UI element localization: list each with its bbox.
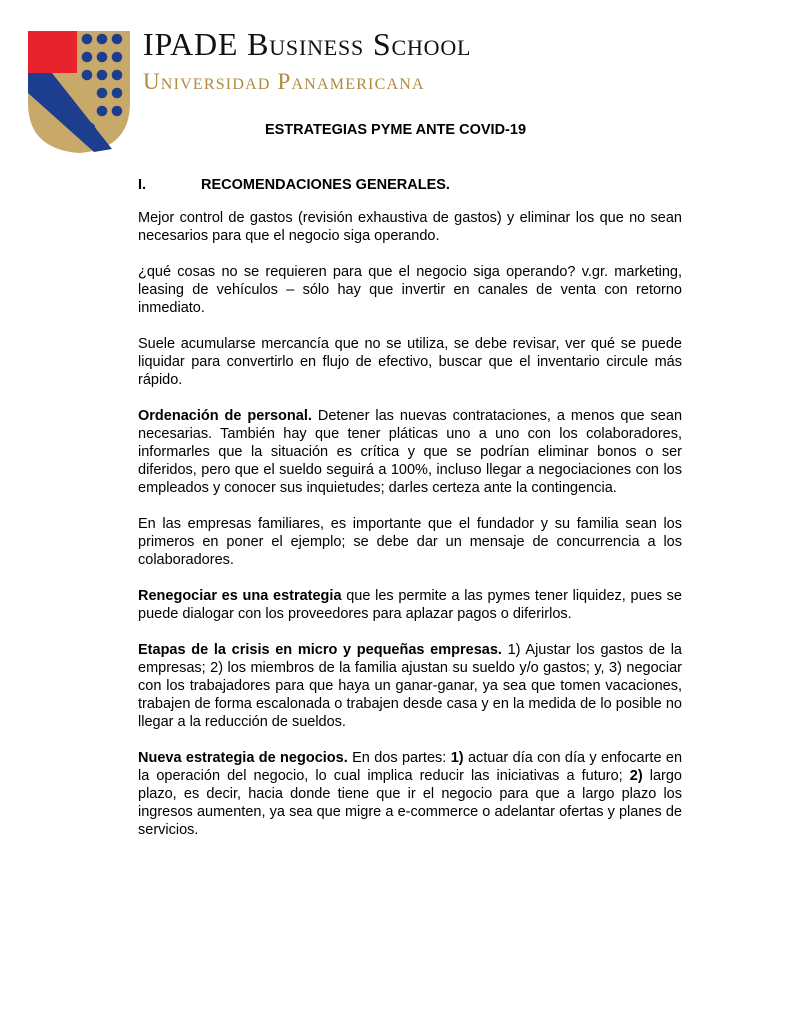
- section-number: I.: [138, 177, 147, 193]
- paragraph-text: actuar día con día y enfocarte en la operación del negocio, lo cual implica reducir las iniciativas a futuro;: [138, 750, 683, 784]
- org-name: IPADE Business School: [143, 26, 472, 62]
- shield-red-square: [28, 31, 77, 73]
- paragraph-lead: Ordenación de personal.: [138, 408, 312, 424]
- paragraph-text: Mejor control de gastos (revisión exhaustiva de gastos) y eliminar los que no sean necesarios para que el negocio siga operando.: [138, 210, 682, 244]
- paragraph: [138, 641, 682, 731]
- document-title: ESTRATEGIAS PYME ANTE COVID-19: [264, 122, 527, 138]
- paragraph-text: En las empresas familiares, es importante que el fundador y su familia sean los primeros en poner el ejemplo; se debe dar un mensaje de concurrencia a los colaboradores.: [138, 516, 682, 568]
- list-marker: 2): [629, 768, 643, 784]
- paragraph: [138, 209, 682, 245]
- paragraph-lead: Etapas de la crisis en micro y pequeñas empresas.: [138, 642, 502, 658]
- paragraph-text: ¿qué cosas no se requieren para que el negocio siga operando? v.gr. marketing, leasing de vehículos – sólo hay que invertir en canales de venta con retorno inmediato.: [138, 264, 682, 316]
- paragraph-text: 1) Ajustar los gastos de la empresas; 2) los miembros de la familia ajustan su sueldo y/o gastos; y, 3) negociar con los trabajadores para que haya un ganar-ganar, ya sea que tomen vacaciones, trabajen de forma escalonada o trabajen desde casa y en la medida de lo posible no llegar a la reducción de sueldos.: [138, 642, 682, 730]
- paragraph-text: que les permite a las pymes tener liquidez, pues se puede dialogar con los proveedores para aplazar pagos o diferirlos.: [138, 588, 682, 622]
- paragraph: [138, 407, 682, 497]
- paragraph: [138, 749, 682, 839]
- document-body: [138, 209, 682, 857]
- paragraph: [138, 515, 682, 569]
- section-heading: [138, 177, 450, 193]
- paragraph-text: En dos partes:: [347, 750, 451, 766]
- paragraph: [138, 335, 682, 389]
- paragraph-text: Detener las nuevas contrataciones, a menos que sean necesarias. También hay que tener pláticas uno a uno con los colaboradores, informarles que la situación es crítica y que se podrían eliminar bonos o ser diferidos, pero que el sueldo seguirá a 100%, incluso llegar a negociaciones con los empleados y conocer sus inquietudes; darles certeza ante la contingencia.: [138, 408, 683, 496]
- paragraph-text: largo plazo, es decir, hacia donde tiene que ir el negocio para que a largo plazo los ingresos aumenten, ya sea que migre a e-commerce o adelantar ofertas y planes de servicios.: [138, 768, 682, 838]
- paragraph: [138, 263, 682, 317]
- paragraph-text: Suele acumularse mercancía que no se utiliza, se debe revisar, ver qué se puede liquidar para convertirlo en flujo de efectivo, buscar que el inventario circule más rápido.: [138, 336, 682, 388]
- paragraph-lead: Nueva estrategia de negocios.: [138, 750, 348, 766]
- paragraph: [138, 587, 682, 623]
- paragraph-lead: Renegociar es una estrategia: [138, 588, 342, 604]
- org-subtitle: Universidad Panamericana: [143, 69, 425, 94]
- section-title: RECOMENDACIONES GENERALES.: [201, 177, 450, 193]
- list-marker: 1): [450, 750, 464, 766]
